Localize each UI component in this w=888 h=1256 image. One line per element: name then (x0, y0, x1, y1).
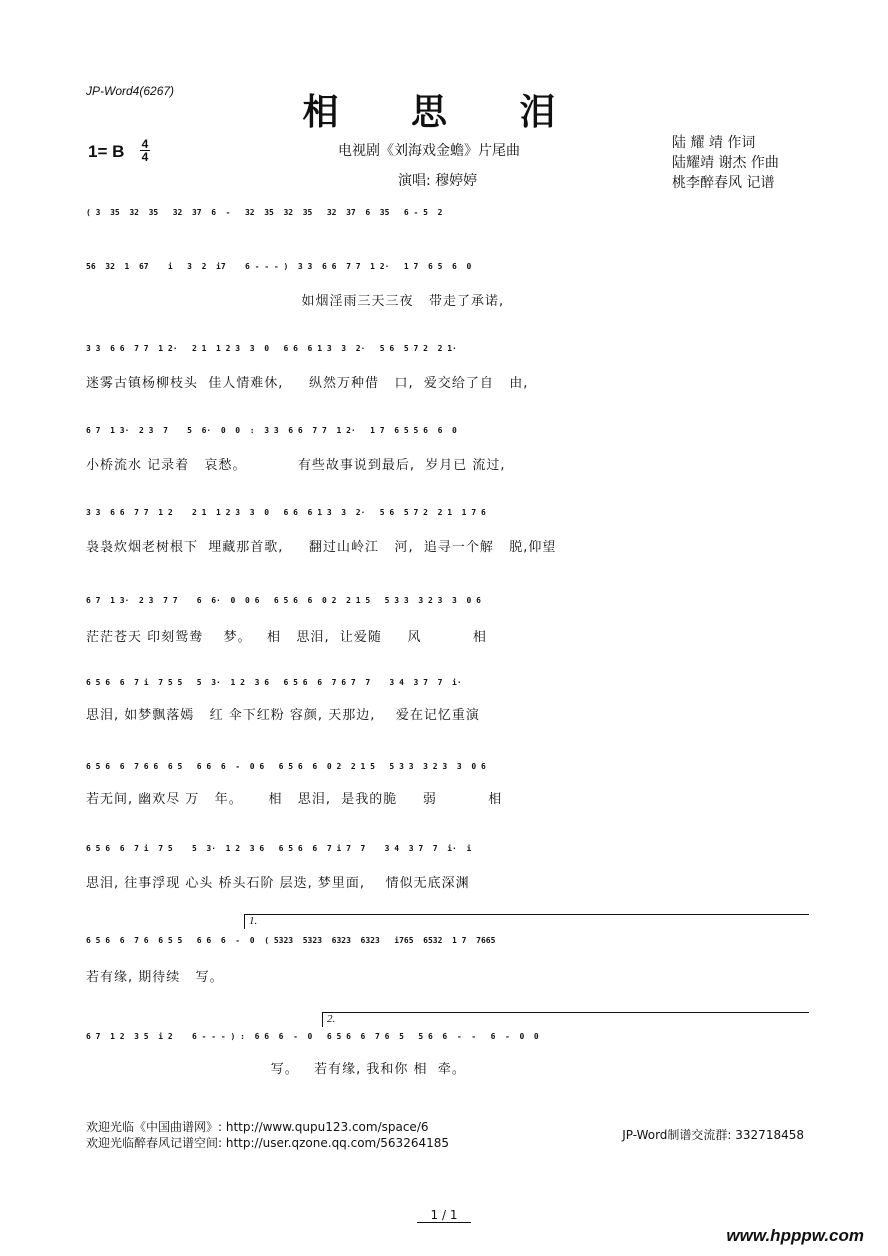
lyric-row-10: 若有缘, 期待续 写。 (86, 970, 224, 985)
footer-link-qupu[interactable]: 欢迎光临《中国曲谱网》: http://www.qupu123.com/space/6 (86, 1120, 429, 1134)
credit-lyricist: 陆 耀 靖 作词 (672, 135, 756, 151)
staff-row-10 (86, 936, 806, 970)
lyric-row-11: 写。 若有缘, 我和你 相 牵。 (86, 1062, 466, 1077)
subtitle: 电视剧《刘海戏金蟾》片尾曲 (338, 143, 520, 159)
lyric-row-3: 迷雾古镇杨柳枝头 佳人情难休, 纵然万种借 口, 爱交给了自 由, (86, 376, 529, 391)
time-bottom: 4 (141, 150, 149, 164)
lyric-row-6: 茫茫苍天 印刻鸳鸯 梦。 相 思泪, 让爱随 风 相 (86, 630, 487, 645)
notes: 6 7 1 3· 2 3 7 7 6 6· 0 0 6 6 5 6 6 0 2 2 1 5 5 3 3 3 2 3 3 0 6 (86, 596, 481, 605)
footer-link-qzone[interactable]: 欢迎光临醉春风记谱空间: http://user.qzone.qq.com/563264185 (86, 1136, 450, 1150)
notes: 6 5 6 6 7 i 7 5 5 5 3· 1 2 3 6 6 5 6 6 7 6 7 7 3 4 3 7 7 i· (86, 678, 462, 687)
lyric-row-5: 袅袅炊烟老树根下 埋藏那首歌, 翻过山岭江 河, 追寻一个解 脱,仰望 (86, 540, 557, 555)
staff-row-6 (86, 596, 806, 630)
notes: 6 5 6 6 7 6 6 5 5 6 6 6 - 0 ( 5323 5323 6323 6323 i765 6532 1 7 7665 (86, 936, 496, 945)
key-signature: 1= B (88, 142, 125, 161)
notes: 6 5 6 6 7 6 6 6 5 6 6 6 - 0 6 6 5 6 6 0 2 2 1 5 5 3 3 3 2 3 3 0 6 (86, 762, 486, 771)
staff-row-1 (86, 208, 806, 242)
notes: 3 3 6 6 7 7 1 2· 2 1 1 2 3 3 0 6 6 6 1 3 3 2· 5 6 5 7 2 2 1· (86, 344, 457, 353)
notes: 6 7 1 3· 2 3 7 5 6· 0 0 : 3 3 6 6 7 7 1 2· 1 7 6 5 5 6 6 0 (86, 426, 457, 435)
volta-2: 2. (322, 1012, 809, 1027)
app-tag: JP-Word4(6267) (86, 84, 175, 98)
notes: 6 5 6 6 7 i 7 5 5 3· 1 2 3 6 6 5 6 6 7 i 7 7 3 4 3 7 7 i· i (86, 844, 472, 853)
footer-group: JP-Word制谱交流群: 332718458 (622, 1128, 804, 1142)
lyric-row-2: 如烟淫雨三天三夜 带走了承诺, (86, 294, 505, 309)
lyric-row-9: 思泪, 往事浮现 心头 桥头石阶 层迭, 梦里面, 情似无底深渊 (86, 876, 470, 891)
notes: 56 32 1 67 i 3 2 i7 6 - - - ) 3 3 6 6 7 7 1 2· 1 7 6 5 6 0 (86, 262, 472, 271)
notes: ( 3 35 32 35 32 37 6 - 32 35 32 35 32 37 6 35 6 - 5 2 (86, 208, 443, 217)
lyric-row-4: 小桥流水 记录着 哀愁。 有些故事说到最后, 岁月已 流过, (86, 458, 506, 473)
song-title: 相 思 泪 (302, 91, 586, 133)
volta-1: 1. (244, 914, 809, 929)
watermark: www.hpppw.com (726, 1226, 864, 1245)
credit-transcriber: 桃李醉春风 记谱 (672, 175, 775, 191)
time-top: 4 (141, 137, 149, 151)
singer: 演唱: 穆婷婷 (398, 173, 478, 189)
credit-composer: 陆耀靖 谢杰 作曲 (672, 155, 779, 171)
lyric-row-7: 思泪, 如梦飘落嫣 红 伞下红粉 容颜, 天那边, 爱在记忆重演 (86, 708, 480, 723)
notes: 3 3 6 6 7 7 1 2 2 1 1 2 3 3 0 6 6 6 1 3 3 2· 5 6 5 7 2 2 1 1 7 6 (86, 508, 486, 517)
notes: 6 7 1 2 3 5 i 2 6 - - - ) : 6 6 6 - 0 6 5 6 6 7 6 5 5 6 6 - - 6 - 0 0 (86, 1032, 539, 1041)
page-number: 1 / 1 (0, 1208, 888, 1222)
time-signature (140, 138, 150, 163)
lyric-row-8: 若无间, 幽欢尽 万 年。 相 思泪, 是我的脆 弱 相 (86, 792, 503, 807)
